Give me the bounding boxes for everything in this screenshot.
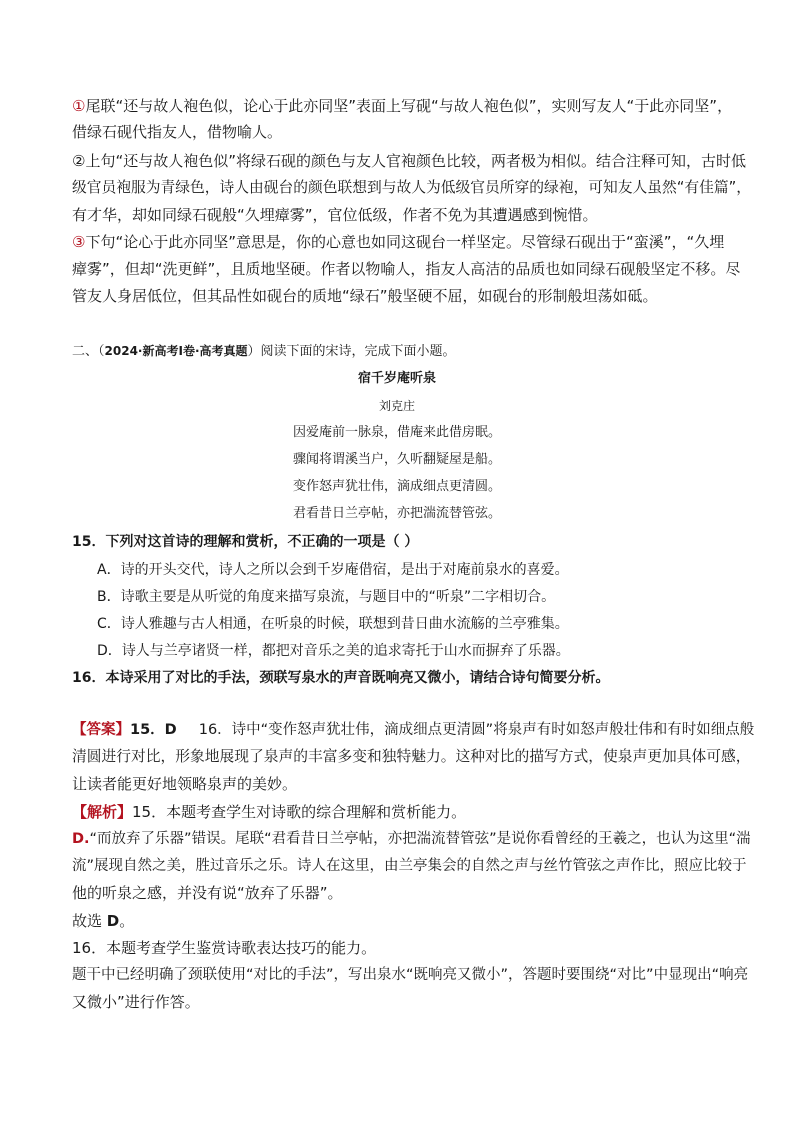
analysis-line-2: 流”展现自然之美，胜过音乐之乐。诗人在这里，由兰亭集会的自然之声与丝竹管弦之声作比，照应比较于 (72, 858, 747, 874)
section-2-heading: 二、（2024·新高考Ⅰ卷·高考真题）阅读下面的宋诗，完成下面小题。 (72, 344, 456, 359)
para-2-line-3: 有才华，却如同绿石砚般“久埋瘴雾”，官位低级，作者不免为其遭遇感到惋惜。 (72, 206, 598, 224)
analysis-tag: 【解析】 (72, 803, 133, 821)
para-2-line-2: 级官员袍服为青绿色，诗人由砚台的颜色联想到与故人为低级官员所穿的绿袍，可知友人虽然“有佳篇”， (72, 179, 752, 196)
analysis-line-1: D.“而放弃了乐器”错误。尾联“君看昔日兰亭帖，亦把湍流替管弦”是说你看曾经的王羲之，也认为这里“湍 (72, 831, 751, 847)
analysis-line-6: 又微小”进行作答。 (72, 993, 200, 1011)
question-16-stem: 16．本诗采用了对比的手法，颈联写泉水的声音既响亮又微小，请结合诗句简要分析。 (72, 670, 610, 686)
analysis-line-3: 他的听泉之感，并没有说“放弃了乐器”。 (72, 884, 343, 902)
poem-line: 骤闻将谓溪当户，久听翻疑屋是船。 (292, 452, 501, 467)
analysis-pick: 故选 D。 (72, 912, 135, 930)
para-1-line-1: ①尾联“还与故人袍色似，论心于此亦同坚”表面上写砚“与故人袍色似”，实则写友人“于此亦同坚”， (72, 97, 733, 115)
question-15-option-d: D．诗人与兰亭诸贤一样，都把对音乐之美的追求寄托于山水而摒弃了乐器。 (97, 643, 570, 659)
poem-line: 因爱庵前一脉泉，借庵来此借房眠。 (292, 425, 501, 440)
para-3-line-2: 瘴雾”，但却“洗更鲜”，且质地坚硬。作者以物喻人，指友人高洁的品质也如同绿石砚般坚定不移。尽 (72, 260, 741, 278)
answer-15: 15．D (130, 722, 177, 738)
analysis-line-0: 【解析】15．本题考查学生对诗歌的综合理解和赏析能力。 (72, 803, 467, 821)
circle-number-3: ③ (72, 233, 86, 251)
answer-line-3: 让读者能更好地领略泉声的美妙。 (72, 775, 298, 793)
poem-title: 宿千岁庵听泉 (357, 371, 436, 386)
analysis-line-4: 16．本题考查学生鉴赏诗歌表达技巧的能力。 (72, 939, 377, 957)
exam-source: 2024·新高考Ⅰ卷·高考真题 (104, 344, 248, 358)
para-2-line-1: ②上句“还与故人袍色似”将绿石砚的颜色与友人官袍颜色比较，两者极为相似。结合注释可知，古时低 (72, 152, 746, 170)
answer-line-1: 【答案】15．D 16．诗中“变作怒声犹壮伟，滴成细点更清圆”将泉声有时如怒声般壮伟和有时如细点般 (72, 722, 755, 738)
para-1-line-2: 借绿石砚代指友人，借物喻人。 (72, 123, 283, 141)
para-3-line-3: 管友人身居低位，但其品性如砚台的质地“绿石”般坚硬不屈，如砚台的形制般坦荡如砥。 (72, 287, 658, 305)
picked-option: D (106, 912, 120, 930)
option-d-marker: D. (72, 831, 90, 847)
answer-line-2: 清圆进行对比，形象地展现了泉声的丰富多变和独特魅力。这种对比的描写方式，使泉声更加具体可感， (72, 748, 751, 765)
circle-number-1: ① (72, 97, 86, 115)
question-15-option-b: B．诗歌主要是从听觉的角度来描写泉流，与题目中的“听泉”二字相切合。 (97, 589, 556, 605)
para-3-line-1: ③下句“论心于此亦同坚”意思是，你的心意也如同这砚台一样坚定。尽管绿石砚出于“蛮溪”，“久埋 (72, 233, 725, 251)
question-15-option-a: A．诗的开头交代，诗人之所以会到千岁庵借宿，是出于对庵前泉水的喜爱。 (97, 562, 569, 578)
answer-tag: 【答案】 (72, 722, 130, 738)
analysis-line-5: 题干中已经明确了颈联使用“对比的手法”，写出泉水“既响亮又微小”，答题时要围绕“对比”中显现出“响亮 (72, 967, 749, 983)
question-15-option-c: C．诗人雅趣与古人相通，在听泉的时候，联想到昔日曲水流觞的兰亭雅集。 (97, 616, 569, 632)
question-15-stem: 15．下列对这首诗的理解和赏析，不正确的一项是（ ） (72, 534, 419, 550)
poem-author: 刘克庄 (378, 399, 415, 413)
poem-line: 君看昔日兰亭帖，亦把湍流替管弦。 (292, 506, 501, 521)
poem-line: 变作怒声犹壮伟，滴成细点更清圆。 (292, 479, 501, 494)
